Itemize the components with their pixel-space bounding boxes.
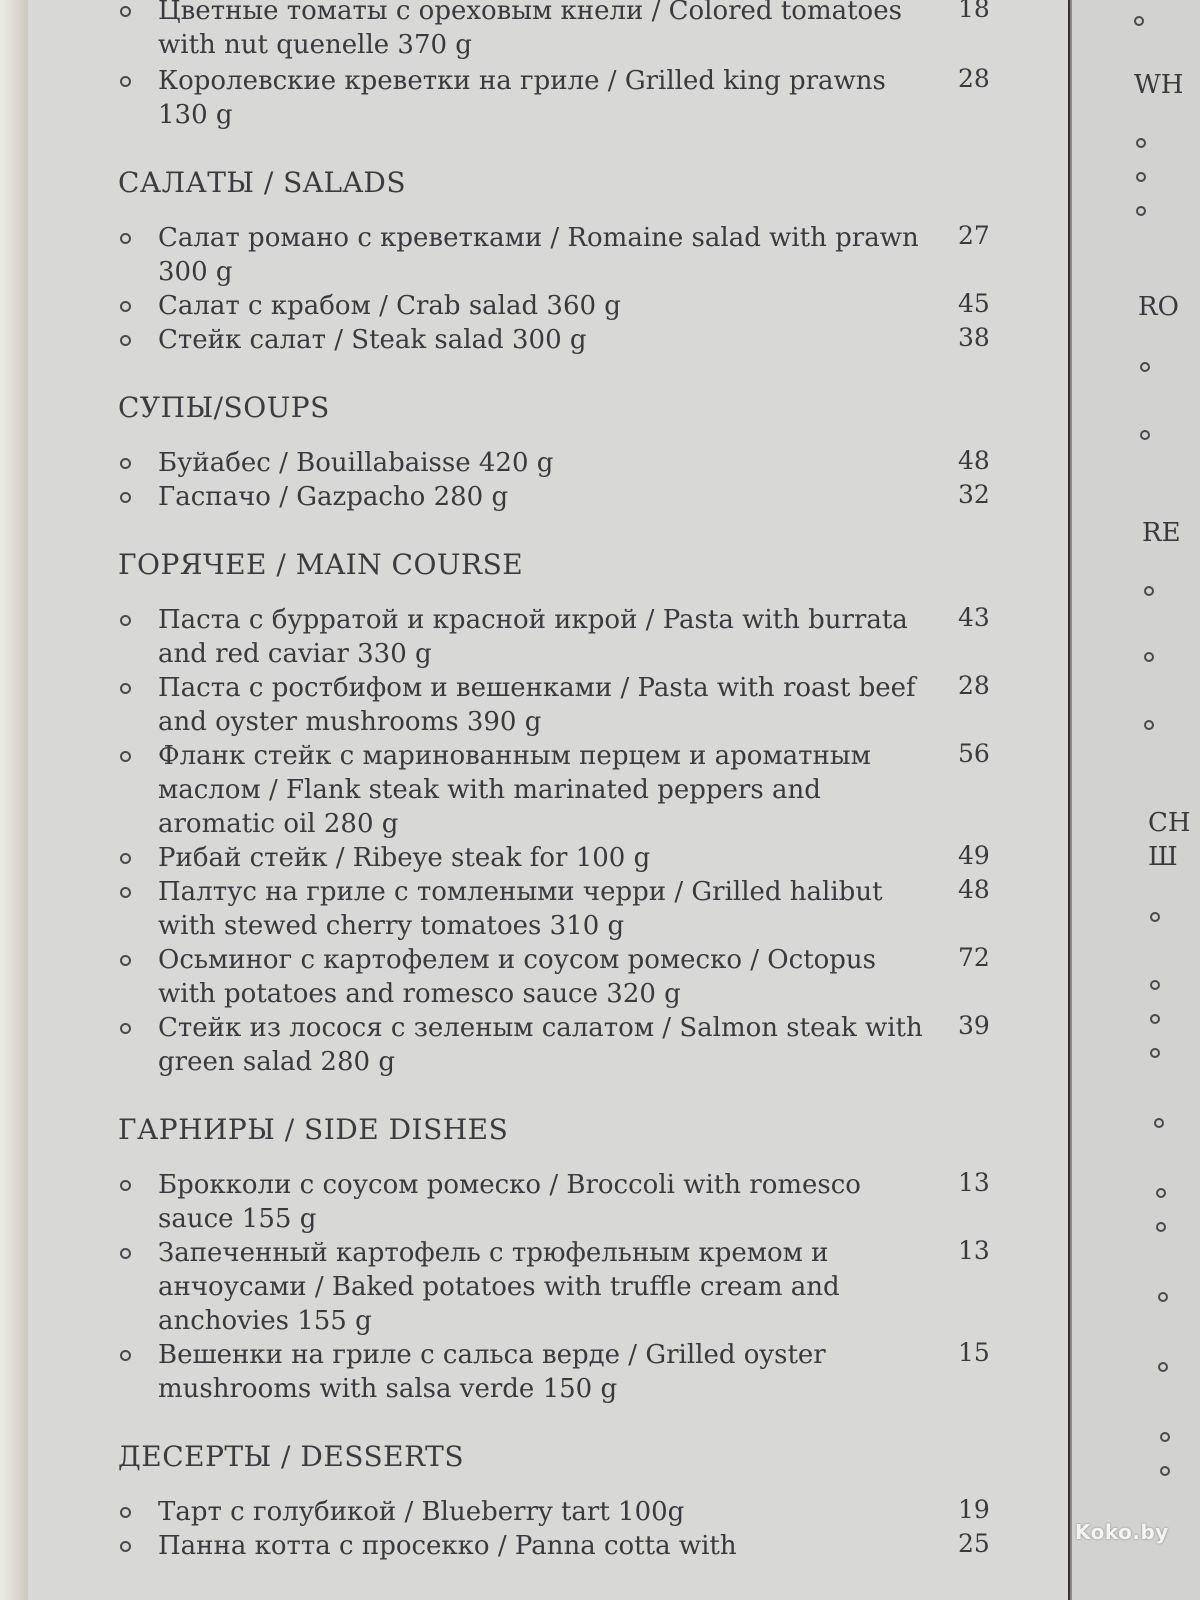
menu-item [118, 1495, 1018, 1529]
menu-item-name: Фланк стейк с маринованным перцем и ароматным маслом / Flank steak with marinated peppers and aromatic oil 280 g [158, 741, 871, 839]
section-title-desserts: ДЕСЕРТЫ / DESSERTS [118, 1440, 465, 1473]
bullet-icon [120, 887, 131, 898]
menu-section-soups [118, 446, 1018, 514]
section-title-salads: САЛАТЫ / SALADS [118, 166, 407, 199]
bullet-icon [1144, 720, 1154, 730]
menu-section-main-course [118, 603, 1018, 1079]
menu-item-price: 49 [958, 841, 990, 870]
menu-item-price: 72 [958, 943, 990, 972]
menu-item [118, 875, 1018, 943]
bullet-icon [120, 1023, 131, 1034]
menu-item-name: Вешенки на гриле с сальса верде / Grilled oyster mushrooms with salsa verde 150 g [158, 1340, 826, 1404]
bullet-icon [120, 301, 131, 312]
menu-item-price: 43 [958, 603, 990, 632]
menu-page [28, 0, 1068, 1600]
bullet-icon [1150, 1014, 1160, 1024]
menu-item [118, 0, 1018, 62]
menu-item [118, 1168, 1018, 1236]
menu-item [118, 1338, 1018, 1406]
bullet-icon [120, 955, 131, 966]
bullet-icon [120, 233, 131, 244]
menu-item-price: 48 [958, 446, 990, 475]
bullet-icon [1160, 1466, 1170, 1476]
bullet-icon [120, 1541, 131, 1552]
menu-item-name: Панна котта с просекко / Panna cotta with [158, 1531, 737, 1561]
menu-item [118, 739, 1018, 841]
bullet-icon [1140, 430, 1150, 440]
menu-item [118, 943, 1018, 1011]
watermark: Koko.by [1075, 1520, 1169, 1544]
menu-item-price: 19 [958, 1495, 990, 1524]
right-heading: Ш [1148, 842, 1178, 872]
menu-item [118, 221, 1018, 289]
bullet-icon [120, 335, 131, 346]
menu-item-name: Паста с ростбифом и вешенками / Pasta with roast beef and oyster mushrooms 390 g [158, 673, 916, 737]
menu-item-name: Брокколи с соусом ромеско / Broccoli with romesco sauce 155 g [158, 1170, 861, 1234]
bullet-icon [1144, 586, 1154, 596]
menu-item-price: 15 [958, 1338, 990, 1367]
menu-item-price: 48 [958, 875, 990, 904]
bullet-icon [1154, 1118, 1164, 1128]
menu-item-price: 13 [958, 1168, 990, 1197]
menu-item-price: 27 [958, 221, 990, 250]
section-title-side-dishes: ГАРНИРЫ / SIDE DISHES [118, 1113, 509, 1146]
menu-item-name: Тарт с голубикой / Blueberry tart 100g [158, 1497, 685, 1527]
menu-item [118, 480, 1018, 514]
bullet-icon [1156, 1188, 1166, 1198]
right-heading: CH [1148, 808, 1191, 838]
menu-section-continued [118, 0, 1018, 132]
bullet-icon [1158, 1362, 1168, 1372]
bullet-icon [120, 751, 131, 762]
menu-item-name: Гаспачо / Gazpacho 280 g [158, 482, 509, 512]
menu-section-side-dishes [118, 1168, 1018, 1406]
menu-item-name: Салат с крабом / Crab salad 360 g [158, 291, 621, 321]
bullet-icon [120, 1180, 131, 1191]
menu-item [118, 1011, 1018, 1079]
bullet-icon [120, 1350, 131, 1361]
bullet-icon [1150, 1048, 1160, 1058]
bullet-icon [1136, 206, 1146, 216]
menu-item [118, 446, 1018, 480]
bullet-icon [120, 853, 131, 864]
bullet-icon [120, 615, 131, 626]
menu-item [118, 1529, 1018, 1563]
bullet-icon [120, 683, 131, 694]
bullet-icon [1150, 912, 1160, 922]
bullet-icon [1144, 652, 1154, 662]
menu-item [118, 841, 1018, 875]
bullet-icon [1134, 16, 1144, 26]
menu-section-salads [118, 221, 1018, 357]
menu-item [118, 671, 1018, 739]
bullet-icon [1140, 362, 1150, 372]
menu-item-name: Запеченный картофель с трюфельным кремом и анчоусами / Baked potatoes with truffle cream and anchovies 155 g [158, 1238, 840, 1336]
section-title-main-course: ГОРЯЧЕЕ / MAIN COURSE [118, 548, 524, 581]
right-heading: RE [1142, 518, 1181, 548]
bullet-icon [1136, 138, 1146, 148]
bullet-icon [1136, 172, 1146, 182]
menu-item-price: 13 [958, 1236, 990, 1265]
section-title-soups: СУПЫ/SOUPS [118, 391, 330, 424]
menu-item-price: 45 [958, 289, 990, 318]
menu-item-name: Осьминог с картофелем и соусом ромеско / Octopus with potatoes and romesco sauce 320 g [158, 945, 877, 1009]
bullet-icon [120, 1507, 131, 1518]
bullet-icon [120, 492, 131, 503]
menu-item-price: 18 [958, 0, 990, 23]
menu-item [118, 289, 1018, 323]
menu-item-name: Буйабес / Bouillabaisse 420 g [158, 448, 554, 478]
menu-item [118, 323, 1018, 357]
menu-item-name: Салат романо с креветками / Romaine salad with prawn 300 g [158, 223, 919, 287]
menu-item-name: Стейк из лосося с зеленым салатом / Salmon steak with green salad 280 g [158, 1013, 923, 1077]
menu-item-name: Палтус на гриле с томлеными черри / Grilled halibut with stewed cherry tomatoes 310 g [158, 877, 883, 941]
bullet-icon [1160, 1432, 1170, 1442]
menu-item-price: 56 [958, 739, 990, 768]
bullet-icon [1156, 1222, 1166, 1232]
menu-item-name: Паста с бурратой и красной икрой / Pasta with burrata and red caviar 330 g [158, 605, 908, 669]
menu-item-price: 28 [958, 64, 990, 93]
plate-edge [0, 0, 30, 1600]
menu-item-price: 28 [958, 671, 990, 700]
right-heading: RO [1138, 292, 1179, 322]
menu-item-name: Цветные томаты с ореховым кнели / Colored tomatoes with nut quenelle 370 g [158, 0, 902, 60]
bullet-icon [120, 76, 131, 87]
bullet-icon [120, 6, 131, 17]
menu-item [118, 64, 1018, 132]
bullet-icon [1158, 1292, 1168, 1302]
bullet-icon [120, 458, 131, 469]
menu-item-name: Стейк салат / Steak salad 300 g [158, 325, 587, 355]
menu-item-name: Рибай стейк / Ribeye steak for 100 g [158, 843, 651, 873]
menu-item-name: Королевские креветки на гриле / Grilled king prawns 130 g [158, 66, 886, 130]
menu-content [118, 0, 1018, 1563]
menu-item [118, 1236, 1018, 1338]
right-menu-page [1070, 0, 1200, 1600]
bullet-icon [120, 1248, 131, 1259]
menu-item-price: 25 [958, 1529, 990, 1558]
bullet-icon [1150, 980, 1160, 990]
menu-item-price: 38 [958, 323, 990, 352]
right-heading: WH [1134, 70, 1184, 100]
menu-section-desserts [118, 1495, 1018, 1563]
menu-item [118, 603, 1018, 671]
menu-item-price: 32 [958, 480, 990, 509]
menu-item-price: 39 [958, 1011, 990, 1040]
